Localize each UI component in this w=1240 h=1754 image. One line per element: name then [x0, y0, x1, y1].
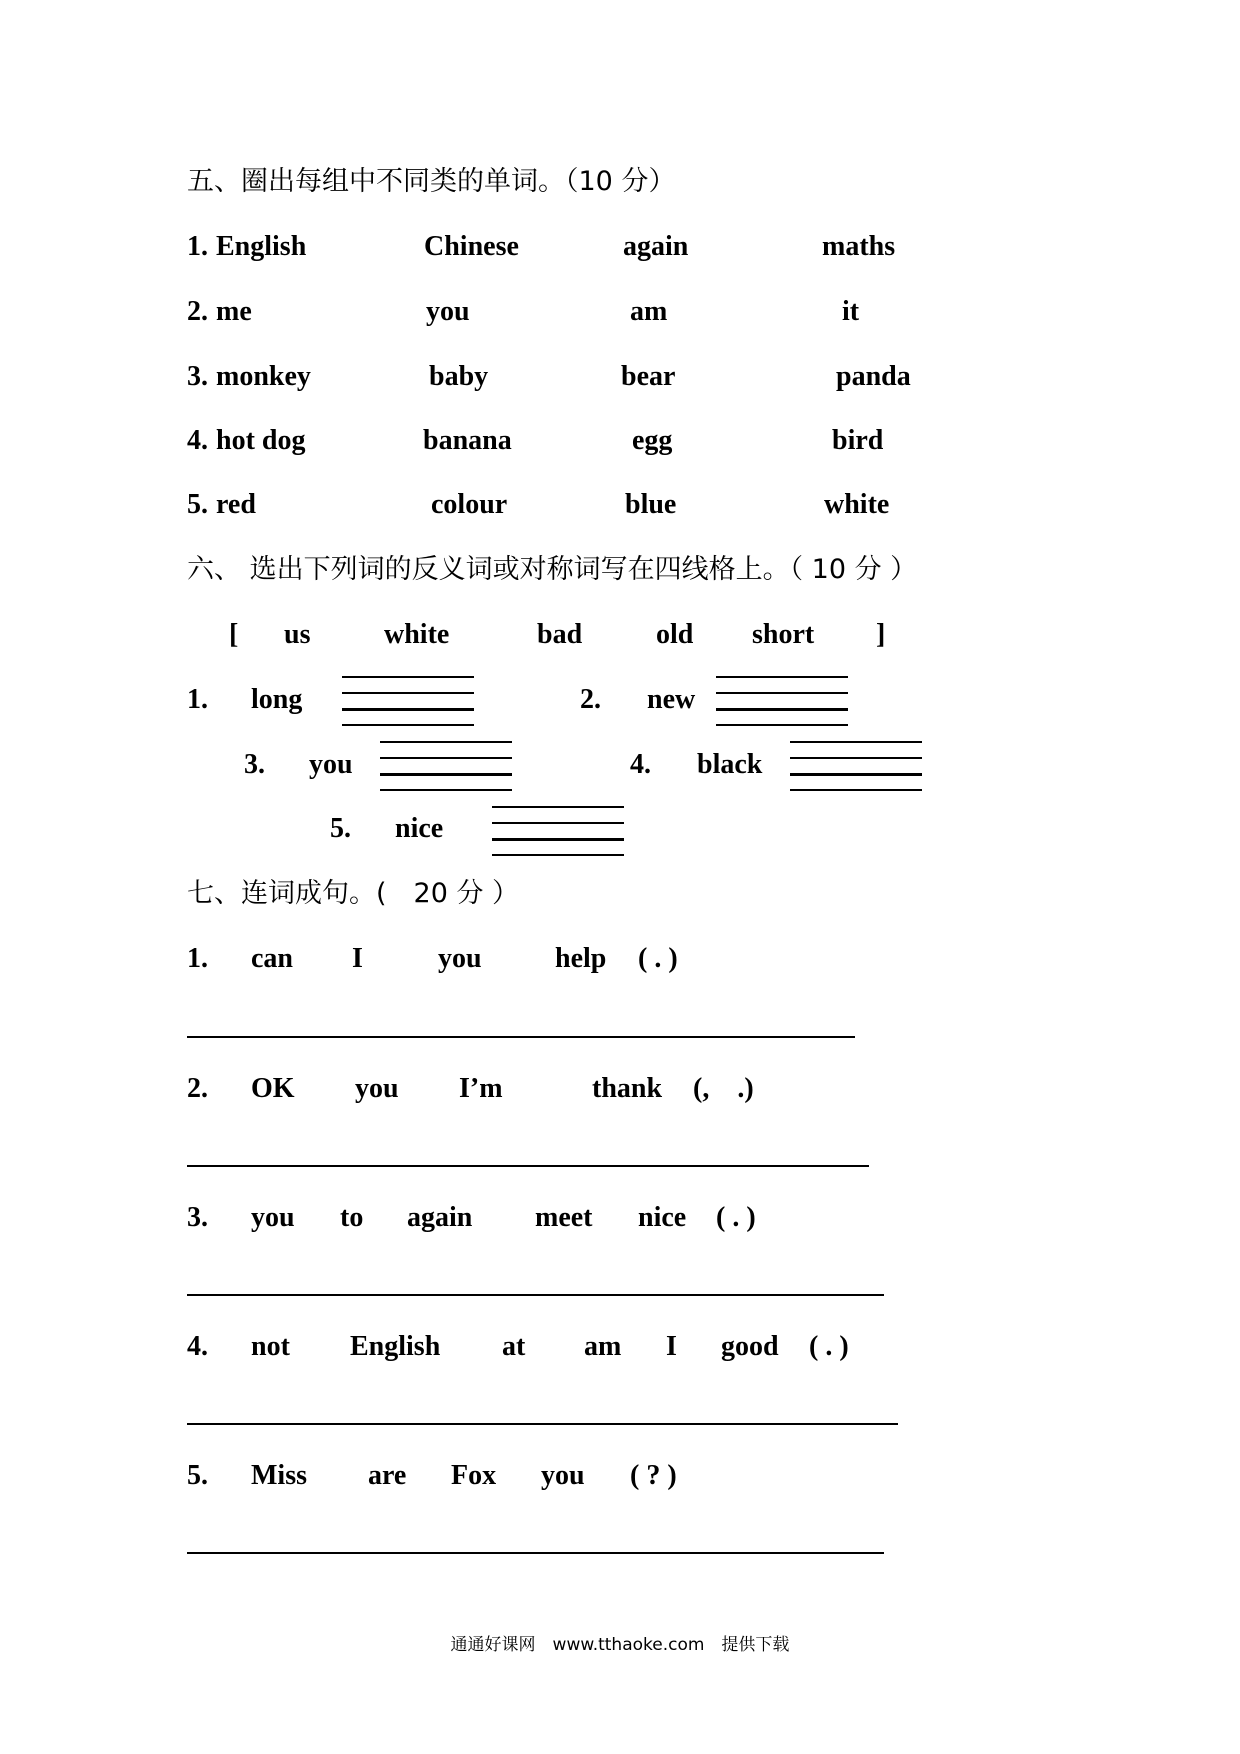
s5-row1-word4: maths: [822, 231, 896, 262]
word-bank-item: bad: [537, 619, 583, 650]
s7-item4-word: good: [721, 1331, 779, 1362]
s7-item3-word: you: [251, 1202, 295, 1233]
four-line-writing-box[interactable]: [716, 676, 848, 728]
footer-source-note: 通通好课网 www.tthaoke.com 提供下载: [450, 1635, 790, 1655]
s5-row1-word1: English: [216, 231, 307, 262]
s7-item2-word: you: [355, 1073, 399, 1104]
four-line-writing-box[interactable]: [492, 806, 624, 858]
s5-row4-word2: banana: [423, 425, 512, 456]
section5-title: 五、圈出每组中不同类的单词。（10 分）: [187, 166, 676, 197]
s6-item5-word: nice: [395, 813, 444, 844]
s5-row2-word1: me: [216, 296, 252, 327]
answer-line[interactable]: [187, 1423, 898, 1425]
answer-line[interactable]: [187, 1294, 884, 1296]
s5-row5-word4: white: [824, 489, 890, 520]
s5-row5-word3: blue: [625, 489, 677, 520]
s5-row3-word3: bear: [621, 361, 676, 392]
s5-row3-number: 3.: [187, 361, 208, 392]
s7-item5-number: 5.: [187, 1460, 208, 1491]
s5-row1-word2: Chinese: [424, 231, 519, 262]
s6-item2-word: new: [647, 684, 696, 715]
s5-row3-word1: monkey: [216, 361, 311, 392]
s7-item3-number: 3.: [187, 1202, 208, 1233]
s7-item1-word: can: [251, 943, 293, 974]
s6-item1-number: 1.: [187, 684, 208, 715]
s5-row2-word2: you: [426, 296, 470, 327]
s7-item3-word: again: [407, 1202, 473, 1233]
s7-item5-word: Fox: [451, 1460, 497, 1491]
s5-row5-number: 5.: [187, 489, 208, 520]
s7-item5-word: Miss: [251, 1460, 307, 1491]
s7-item3-punctuation: ( . ): [716, 1202, 756, 1233]
s6-item2-number: 2.: [580, 684, 601, 715]
four-line-writing-box[interactable]: [342, 676, 474, 728]
s5-row4-word4: bird: [832, 425, 884, 456]
s7-item2-punctuation: (, .): [693, 1073, 754, 1104]
word-bank-close-bracket: ]: [876, 619, 886, 650]
s7-item5-punctuation: ( ? ): [630, 1460, 677, 1491]
s6-item5-number: 5.: [330, 813, 351, 844]
s7-item2-number: 2.: [187, 1073, 208, 1104]
word-bank-item: white: [384, 619, 450, 650]
s5-row2-word3: am: [630, 296, 668, 327]
s5-row5-word1: red: [216, 489, 256, 520]
answer-line[interactable]: [187, 1165, 869, 1167]
s5-row2-word4: it: [842, 296, 860, 327]
s5-row4-word1: hot dog: [216, 425, 306, 456]
word-bank-item: us: [284, 619, 311, 650]
s5-row4-word3: egg: [632, 425, 673, 456]
s7-item4-word: not: [251, 1331, 290, 1362]
section6-title: 六、 选出下列词的反义词或对称词写在四线格上。（ 10 分 ）: [187, 554, 918, 585]
s7-item1-word: I: [352, 943, 363, 974]
word-bank-open-bracket: [: [229, 619, 239, 650]
s7-item4-word: am: [584, 1331, 622, 1362]
s7-item1-word: you: [438, 943, 482, 974]
s6-item4-number: 4.: [630, 749, 651, 780]
s5-row5-word2: colour: [431, 489, 508, 520]
four-line-writing-box[interactable]: [790, 741, 922, 793]
s7-item2-word: OK: [251, 1073, 295, 1104]
s6-item3-number: 3.: [244, 749, 265, 780]
s7-item1-number: 1.: [187, 943, 208, 974]
word-bank-item: short: [752, 619, 815, 650]
s7-item5-word: are: [368, 1460, 407, 1491]
s5-row3-word4: panda: [836, 361, 911, 392]
s7-item4-number: 4.: [187, 1331, 208, 1362]
s7-item3-word: to: [340, 1202, 364, 1233]
s6-item3-word: you: [309, 749, 353, 780]
s7-item2-word: I’m: [459, 1073, 503, 1104]
s7-item3-word: meet: [535, 1202, 593, 1233]
s7-item4-word: at: [502, 1331, 526, 1362]
s6-item4-word: black: [697, 749, 763, 780]
s7-item4-word: I: [666, 1331, 677, 1362]
s5-row1-number: 1.: [187, 231, 208, 262]
answer-line[interactable]: [187, 1552, 884, 1554]
section7-title: 七、连词成句。( 20 分 ）: [187, 878, 520, 909]
word-bank-item: old: [656, 619, 694, 650]
s7-item4-punctuation: ( . ): [809, 1331, 849, 1362]
s6-item1-word: long: [251, 684, 303, 715]
s7-item1-word: help: [555, 943, 607, 974]
s5-row1-word3: again: [623, 231, 689, 262]
four-line-writing-box[interactable]: [380, 741, 512, 793]
s7-item3-word: nice: [638, 1202, 687, 1233]
s7-item2-word: thank: [592, 1073, 663, 1104]
s7-item5-word: you: [541, 1460, 585, 1491]
s5-row2-number: 2.: [187, 296, 208, 327]
s5-row4-number: 4.: [187, 425, 208, 456]
s7-item4-word: English: [350, 1331, 441, 1362]
s5-row3-word2: baby: [429, 361, 489, 392]
answer-line[interactable]: [187, 1036, 855, 1038]
s7-item1-punctuation: ( . ): [638, 943, 678, 974]
